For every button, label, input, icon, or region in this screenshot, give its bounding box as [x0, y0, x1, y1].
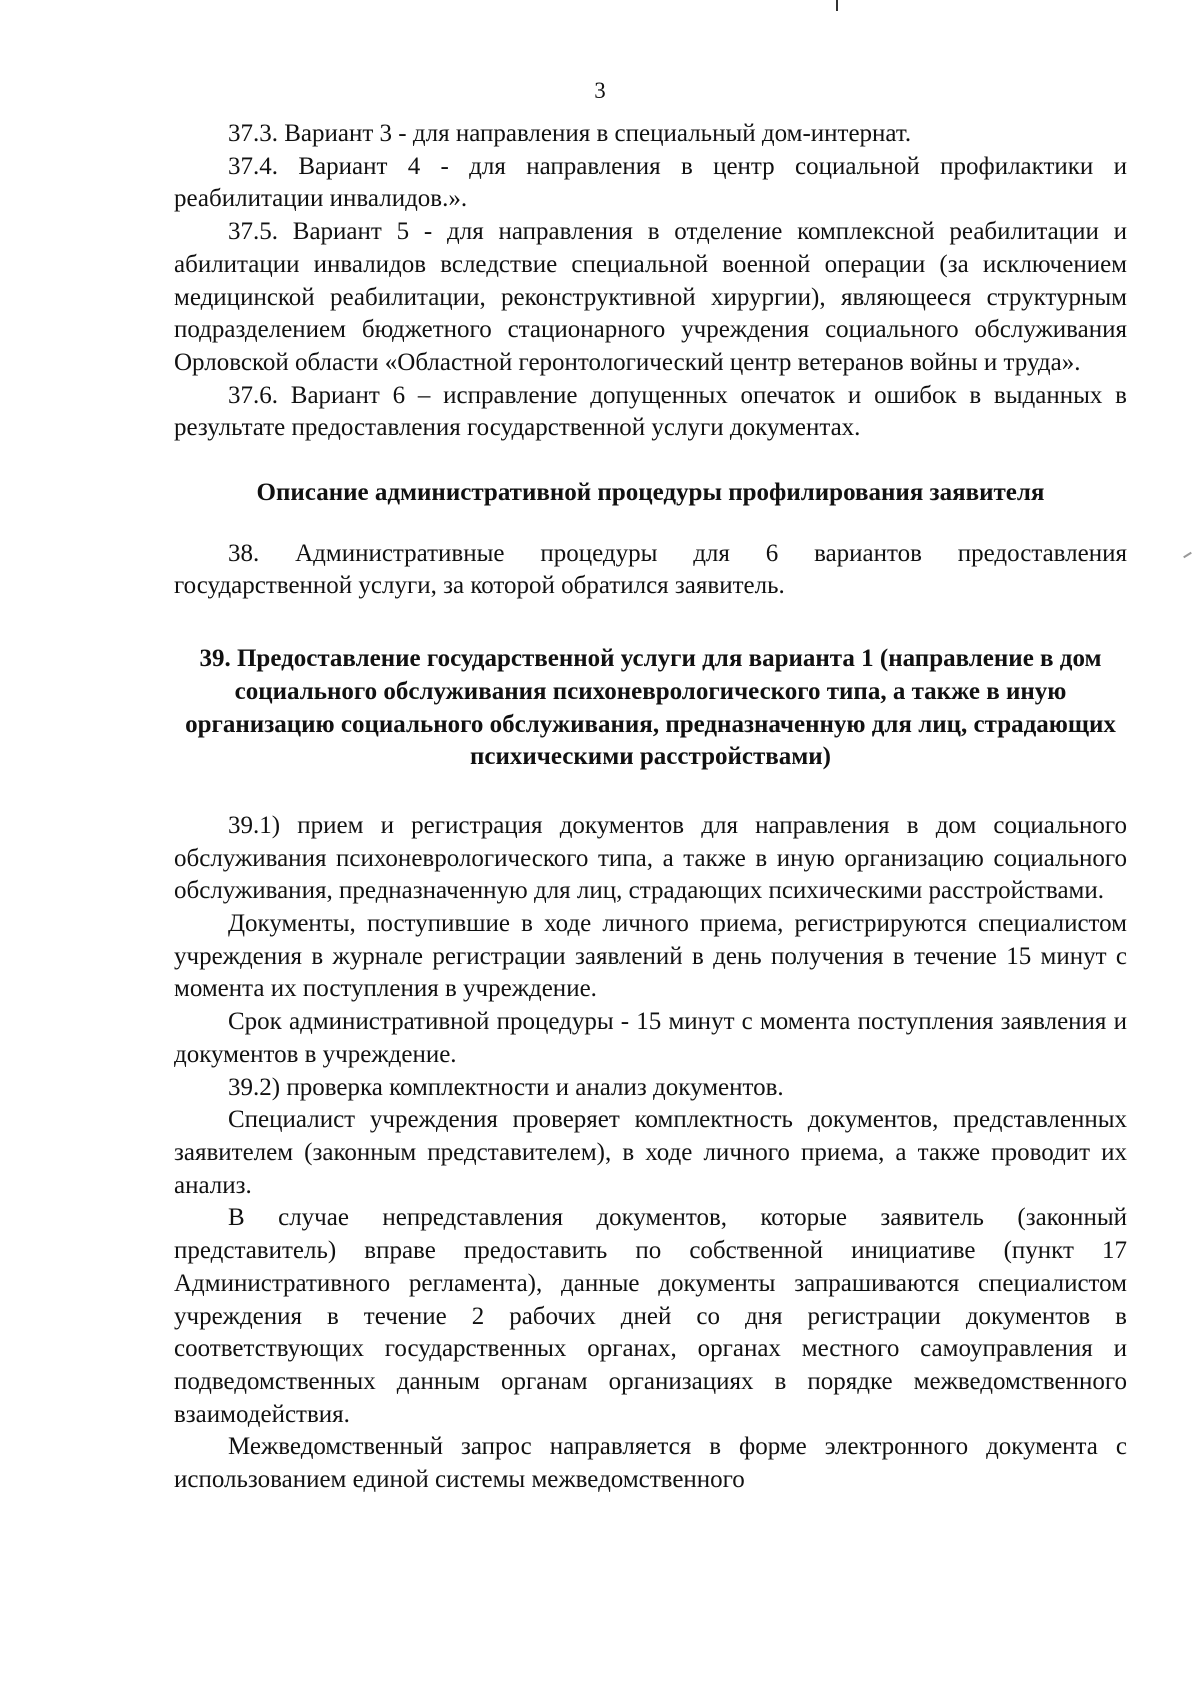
- paragraph-registration: Документы, поступившие в ходе личного приема, регистрируются специалистом учреждения в журнале регистрации заявлений в день получения в течение 15 минут с момента их поступления в учреждение.: [174, 910, 1127, 1003]
- paragraph-37-4: 37.4. Вариант 4 - для направления в центр социальной профилактики и реабилитации инвалидов.».: [174, 152, 1127, 213]
- section-heading-profiling: Описание административной процедуры профилирования заявителя: [256, 479, 1045, 507]
- page-number: 3: [594, 78, 606, 103]
- document-body: [174, 118, 1127, 1497]
- paragraph-37-3: 37.3. Вариант 3 - для направления в специальный дом-интернат.: [228, 120, 912, 147]
- paragraph-37-6: 37.6. Вариант 6 – исправление допущенных опечаток и ошибок в выданных в результате предоставления государственной услуги документах.: [174, 381, 1127, 442]
- scan-artifact-mark: [836, 0, 838, 11]
- paragraph-39-2: 39.2) проверка комплектности и анализ документов.: [228, 1073, 784, 1101]
- paragraph-specialist-check: Специалист учреждения проверяет комплектность документов, представленных заявителем (законным представителем), в ходе личного приема, а также проводит их анализ.: [174, 1106, 1127, 1199]
- paragraph-37-5: 37.5. Вариант 5 - для направления в отделение комплексной реабилитации и абилитации инвалидов вследствие специальной военной операции (за исключением медицинской реабилитации, реконструктивной хирургии), являющееся структурным подразделением бюджетного стационарного учреждения социального обслуживания Орловской области «Областной геронтологический центр ветеранов войны и труда».: [174, 218, 1127, 376]
- paragraph-39-1: 39.1) прием и регистрация документов для направления в дом социального обслуживания психоневрологического типа, а также в иную организацию социального обслуживания, предназначенную для лиц, страдающих психическими расстройствами.: [174, 811, 1127, 905]
- paragraph-deadline: Срок административной процедуры - 15 минут с момента поступления заявления и документов в учреждение.: [174, 1008, 1127, 1068]
- paragraph-interagency-request: В случае непредставления документов, которые заявитель (законный представитель) вправе предоставить по собственной инициативе (пункт 17 Административного регламента), данные документы запрашиваются специалистом учреждения в течение 2 рабочих дней со дня регистрации документов в соответствующих государственных органах, органах местного самоуправления и подведомственных данным органам организациях в порядке межведомственного взаимодействия.: [174, 1204, 1127, 1428]
- paragraph-38: 38. Административные процедуры для 6 вариантов предоставления государственной услуги, за которой обратился заявитель.: [174, 539, 1127, 600]
- scan-edge-mark: [1183, 552, 1192, 558]
- paragraph-electronic-request: Межведомственный запрос направляется в форме электронного документа с использованием единой системы межведомственного: [174, 1433, 1127, 1494]
- section-heading-variant-1: 39. Предоставление государственной услуги для варианта 1 (направление в дом социального обслуживания психоневрологического типа, а также в иную организацию социального обслуживания, предназначенную для лиц, страдающих психическими расстройствами): [185, 645, 1116, 771]
